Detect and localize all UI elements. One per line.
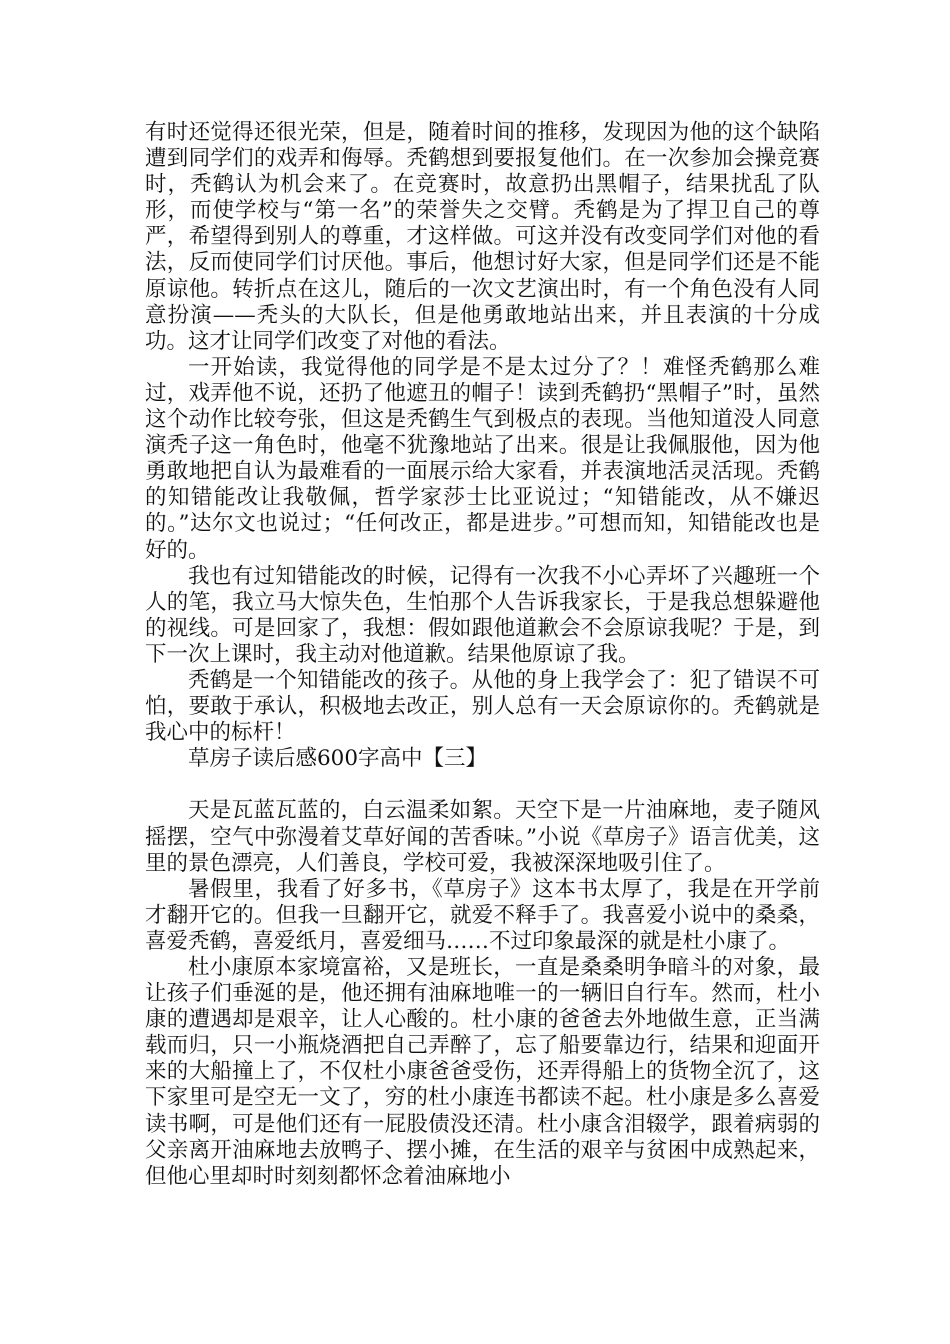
paragraph: 秃鹤是一个知错能改的孩子。从他的身上我学会了：犯了错误不可怕，要敢于承认，积极地去改正，别人总有一天会原谅你的。秃鹤就是我心中的标杆！ <box>145 667 820 746</box>
paragraph: 一开始读，我觉得他的同学是不是太过分了？！难怪秃鹤那么难过，戏弄他不说，还扔了他遮丑的帽子！读到秃鹤扔“黑帽子”时，虽然这个动作比较夸张，但这是秃鹤生气到极点的表现。当他知道没人同意演秃子这一角色时，他毫不犹豫地站了出来。很是让我佩服他，因为他勇敢地把自认为最难看的一面展示给大家看，并表演地活灵活现。秃鹤的知错能改让我敬佩，哲学家莎士比亚说过；“知错能改，从不嫌迟的。”达尔文也说过；“任何改正，都是进步。”可想而知，知错能改也是好的。 <box>145 354 820 563</box>
paragraph: 杜小康原本家境富裕，又是班长，一直是桑桑明争暗斗的对象，最让孩子们垂涎的是，他还拥有油麻地唯一的一辆旧自行车。然而，杜小康的遭遇却是艰辛，让人心酸的。杜小康的爸爸去外地做生意，正当满载而归，只一小瓶烧酒把自己弄醉了，忘了船要靠边行，结果和迎面开来的大船撞上了，不仅杜小康爸爸受伤，还弄得船上的货物全沉了，这下家里可是空无一文了，穷的杜小康连书都读不起。杜小康是多么喜爱读书啊，可是他们还有一屁股债没还清。杜小康含泪辍学，跟着病弱的父亲离开油麻地去放鸭子、摆小摊，在生活的艰辛与贫困中成熟起来，但他心里却时时刻刻都怀念着油麻地小 <box>145 955 820 1189</box>
document-page <box>145 120 820 1190</box>
paragraph: 暑假里，我看了好多书，《草房子》这本书太厚了，我是在开学前才翻开它的。但我一旦翻开它，就爱不释手了。我喜爱小说中的桑桑，喜爱秃鹤，喜爱纸月，喜爱细马……不过印象最深的就是杜小康了。 <box>145 876 820 954</box>
paragraph: 我也有过知错能改的时候，记得有一次我不小心弄坏了兴趣班一个人的笔，我立马大惊失色，生怕那个人告诉我家长，于是我总想躲避他的视线。可是回家了，我想：假如跟他道歉会不会原谅我呢？于是，到下一次上课时，我主动对他道歉。结果他原谅了我。 <box>145 563 820 667</box>
section-heading: 草房子读后感600字高中【三】 <box>188 746 488 772</box>
paragraph-continued: 有时还觉得还很光荣，但是，随着时间的推移，发现因为他的这个缺陷遭到同学们的戏弄和侮辱。秃鹤想到要报复他们。在一次参加会操竞赛时，秃鹤认为机会来了。在竞赛时，故意扔出黑帽子，结果扰乱了队形，而使学校与“第一名”的荣誉失之交臂。秃鹤是为了捍卫自己的尊严，希望得到别人的尊重，才这样做。可这并没有改变同学们对他的看法，反而使同学们讨厌他。事后，他想讨好大家，但是同学们还是不能原谅他。转折点在这儿，随后的一次文艺演出时，有一个角色没有人同意扮演——秃头的大队长，但是他勇敢地站出来，并且表演的十分成功。这才让同学们改变了对他的看法。 <box>145 120 820 354</box>
paragraph: 天是瓦蓝瓦蓝的，白云温柔如絮。天空下是一片油麻地，麦子随风摇摆，空气中弥漫着艾草好闻的苦香味。”小说《草房子》语言优美，这里的景色漂亮，人们善良，学校可爱，我被深深地吸引住了。 <box>145 798 820 876</box>
blank-line <box>145 772 820 798</box>
